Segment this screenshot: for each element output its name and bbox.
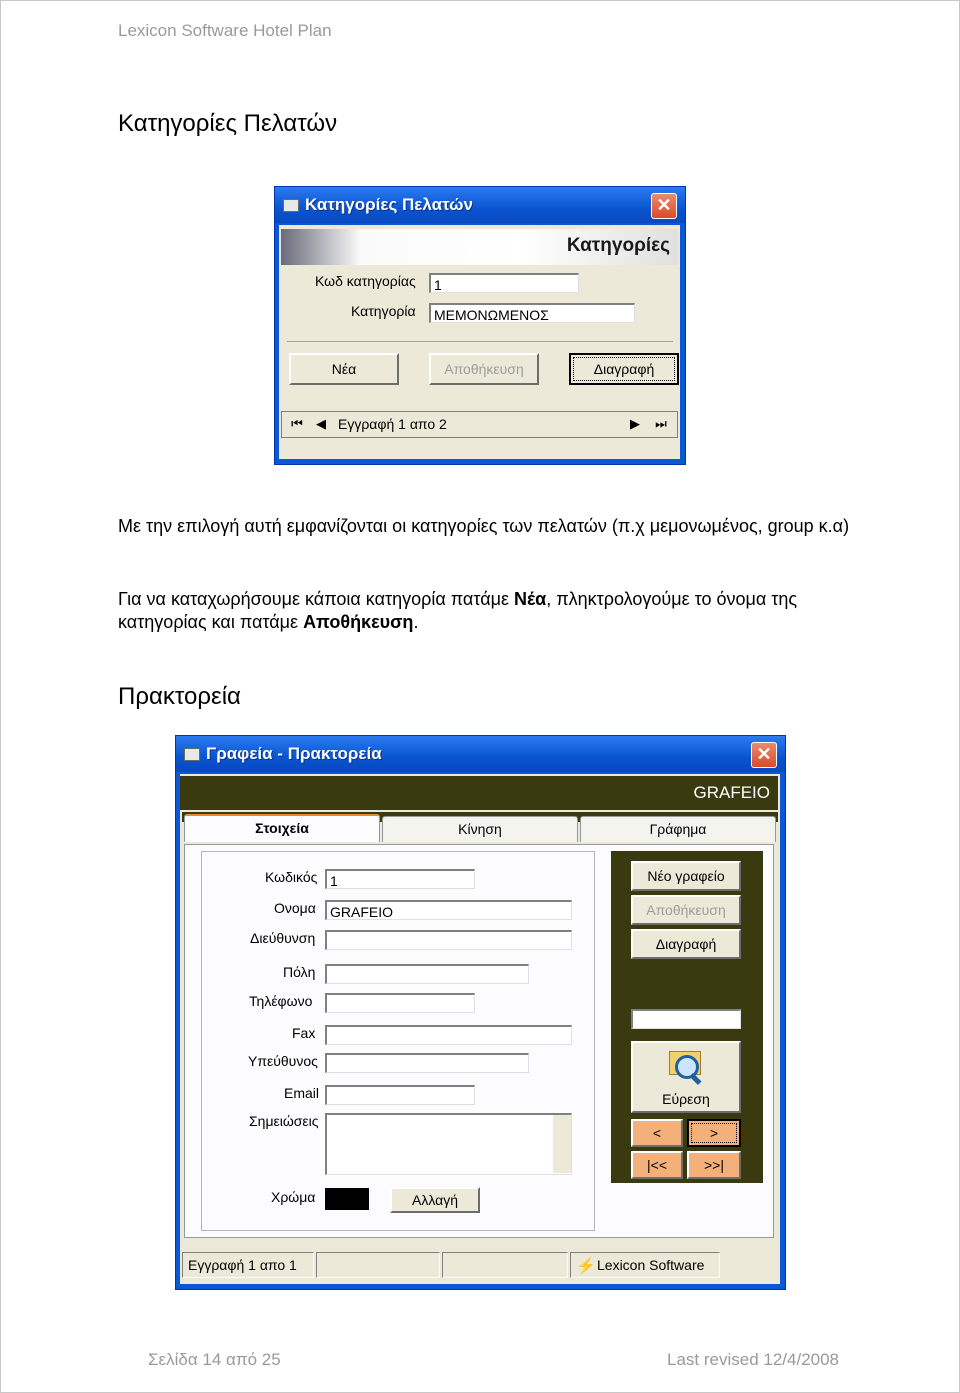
- category-banner: [281, 229, 678, 265]
- last-record-icon[interactable]: ⏭: [655, 416, 667, 431]
- agency-dialog-titlebar: [176, 736, 785, 772]
- agency-code-label: Κωδικός: [265, 869, 318, 885]
- action-panel: [611, 851, 763, 1183]
- new-agency-button[interactable]: Νέο γραφείο: [631, 861, 741, 891]
- window-icon: [184, 748, 200, 761]
- para2-bold-save: Αποθήκευση: [303, 612, 414, 632]
- tab-details[interactable]: Στοιχεία: [184, 814, 380, 842]
- category-dialog-titlebar: [275, 187, 685, 223]
- change-color-button[interactable]: Αλλαγή: [390, 1187, 480, 1213]
- para2-text-e: .: [413, 612, 419, 632]
- category-dialog: [274, 186, 686, 465]
- search-button[interactable]: [631, 1041, 741, 1113]
- section-heading-categories: Κατηγορίες Πελατών: [118, 110, 338, 137]
- category-label: Κατηγορία: [351, 303, 416, 319]
- record-counter: Εγγραφή 1 απο 2: [338, 416, 447, 432]
- footer-page-number: Σελίδα 14 από 25: [148, 1350, 281, 1369]
- agency-name-label: Ονομα: [274, 900, 316, 916]
- save-button[interactable]: Αποθήκευση: [429, 353, 539, 385]
- paragraph-categories-howto: [118, 588, 858, 634]
- fax-label: Fax: [292, 1025, 316, 1041]
- color-swatch: [325, 1188, 369, 1210]
- status-empty-1: [316, 1252, 440, 1278]
- close-icon[interactable]: ✕: [651, 193, 677, 219]
- close-icon[interactable]: ✕: [751, 742, 777, 768]
- agency-code-field[interactable]: 1: [325, 869, 475, 889]
- notes-textarea[interactable]: [325, 1113, 572, 1175]
- fax-field[interactable]: [325, 1025, 572, 1045]
- running-header: Lexicon Software Hotel Plan: [118, 21, 332, 40]
- agency-dialog-client: [180, 774, 780, 1284]
- next-record-icon[interactable]: ▶: [630, 416, 640, 431]
- status-empty-2: [442, 1252, 568, 1278]
- agency-banner-text: GRAFEIO: [693, 783, 770, 802]
- status-bar: [180, 1250, 778, 1282]
- magnifier-icon: [665, 1049, 705, 1085]
- delete-button[interactable]: Διαγραφή: [569, 353, 679, 385]
- tab-chart[interactable]: Γράφημα: [580, 816, 776, 842]
- record-navigator: [281, 411, 678, 438]
- agency-name-field[interactable]: GRAFEIO: [325, 900, 572, 920]
- notes-label: Σημειώσεις: [249, 1113, 319, 1129]
- save-agency-button[interactable]: Αποθήκευση: [631, 895, 741, 925]
- section-heading-agencies: Πρακτορεία: [118, 683, 241, 710]
- city-label: Πόλη: [283, 964, 316, 980]
- notes-scrollbar[interactable]: [553, 1115, 571, 1173]
- category-banner-text: Κατηγορίες: [566, 235, 670, 256]
- category-dialog-client: [279, 225, 680, 459]
- prev-record-icon[interactable]: ◀: [316, 416, 326, 431]
- agency-banner: [180, 776, 778, 810]
- city-field[interactable]: [325, 964, 529, 984]
- manager-label: Υπεύθυνος: [248, 1053, 318, 1069]
- new-button[interactable]: Νέα: [289, 353, 399, 385]
- footer-revised-date: Last revised 12/4/2008: [667, 1350, 840, 1369]
- email-label: Email: [284, 1085, 320, 1101]
- paragraph-categories-intro: Με την επιλογή αυτή εμφανίζονται οι κατηγορίες των πελατών (π.χ μεμονωμένος, group κ.α): [118, 516, 850, 536]
- manager-field[interactable]: [325, 1053, 529, 1073]
- window-icon: [283, 199, 299, 212]
- status-record: Εγγραφή 1 απο 1: [182, 1252, 314, 1278]
- divider: [287, 341, 673, 342]
- phone-label: Τηλέφωνο: [249, 993, 313, 1009]
- lexicon-logo-icon: ⚡: [576, 1258, 596, 1275]
- first-record-icon[interactable]: ⏮: [291, 416, 303, 431]
- code-label: Κωδ κατηγορίας: [315, 273, 416, 289]
- color-label: Χρώμα: [271, 1189, 316, 1205]
- next-button[interactable]: >: [687, 1119, 741, 1147]
- last-button[interactable]: >>|: [687, 1151, 741, 1179]
- agency-dialog-title: Γραφεία - Πρακτορεία: [206, 744, 382, 763]
- para2-bold-new: Νέα: [514, 589, 547, 609]
- phone-field[interactable]: [325, 993, 475, 1013]
- search-input[interactable]: [631, 1009, 741, 1029]
- search-button-label: Εύρεση: [662, 1091, 710, 1107]
- agency-dialog: [175, 735, 786, 1290]
- status-company: [570, 1252, 720, 1278]
- category-field[interactable]: ΜΕΜΟΝΩΜΕΝΟΣ: [429, 303, 635, 323]
- para2-text-a: Για να καταχωρήσουμε κάποια κατηγορία πατάμε: [118, 589, 514, 609]
- tab-movement[interactable]: Κίνηση: [382, 816, 578, 842]
- email-field[interactable]: [325, 1085, 475, 1105]
- first-button[interactable]: |<<: [631, 1151, 683, 1179]
- status-company-text: Lexicon Software: [597, 1257, 705, 1273]
- address-label: Διεύθυνση: [250, 930, 316, 946]
- tab-strip: [184, 816, 774, 846]
- category-dialog-title: Κατηγορίες Πελατών: [305, 195, 473, 214]
- prev-button[interactable]: <: [631, 1119, 683, 1147]
- address-field[interactable]: [325, 930, 572, 950]
- tab-panel: [184, 844, 774, 1238]
- code-field[interactable]: 1: [429, 273, 579, 293]
- para2-text-c: , πληκτρολογούμε το όνομα της κατηγορίας και πατάμε: [118, 589, 798, 632]
- delete-agency-button[interactable]: Διαγραφή: [631, 929, 741, 959]
